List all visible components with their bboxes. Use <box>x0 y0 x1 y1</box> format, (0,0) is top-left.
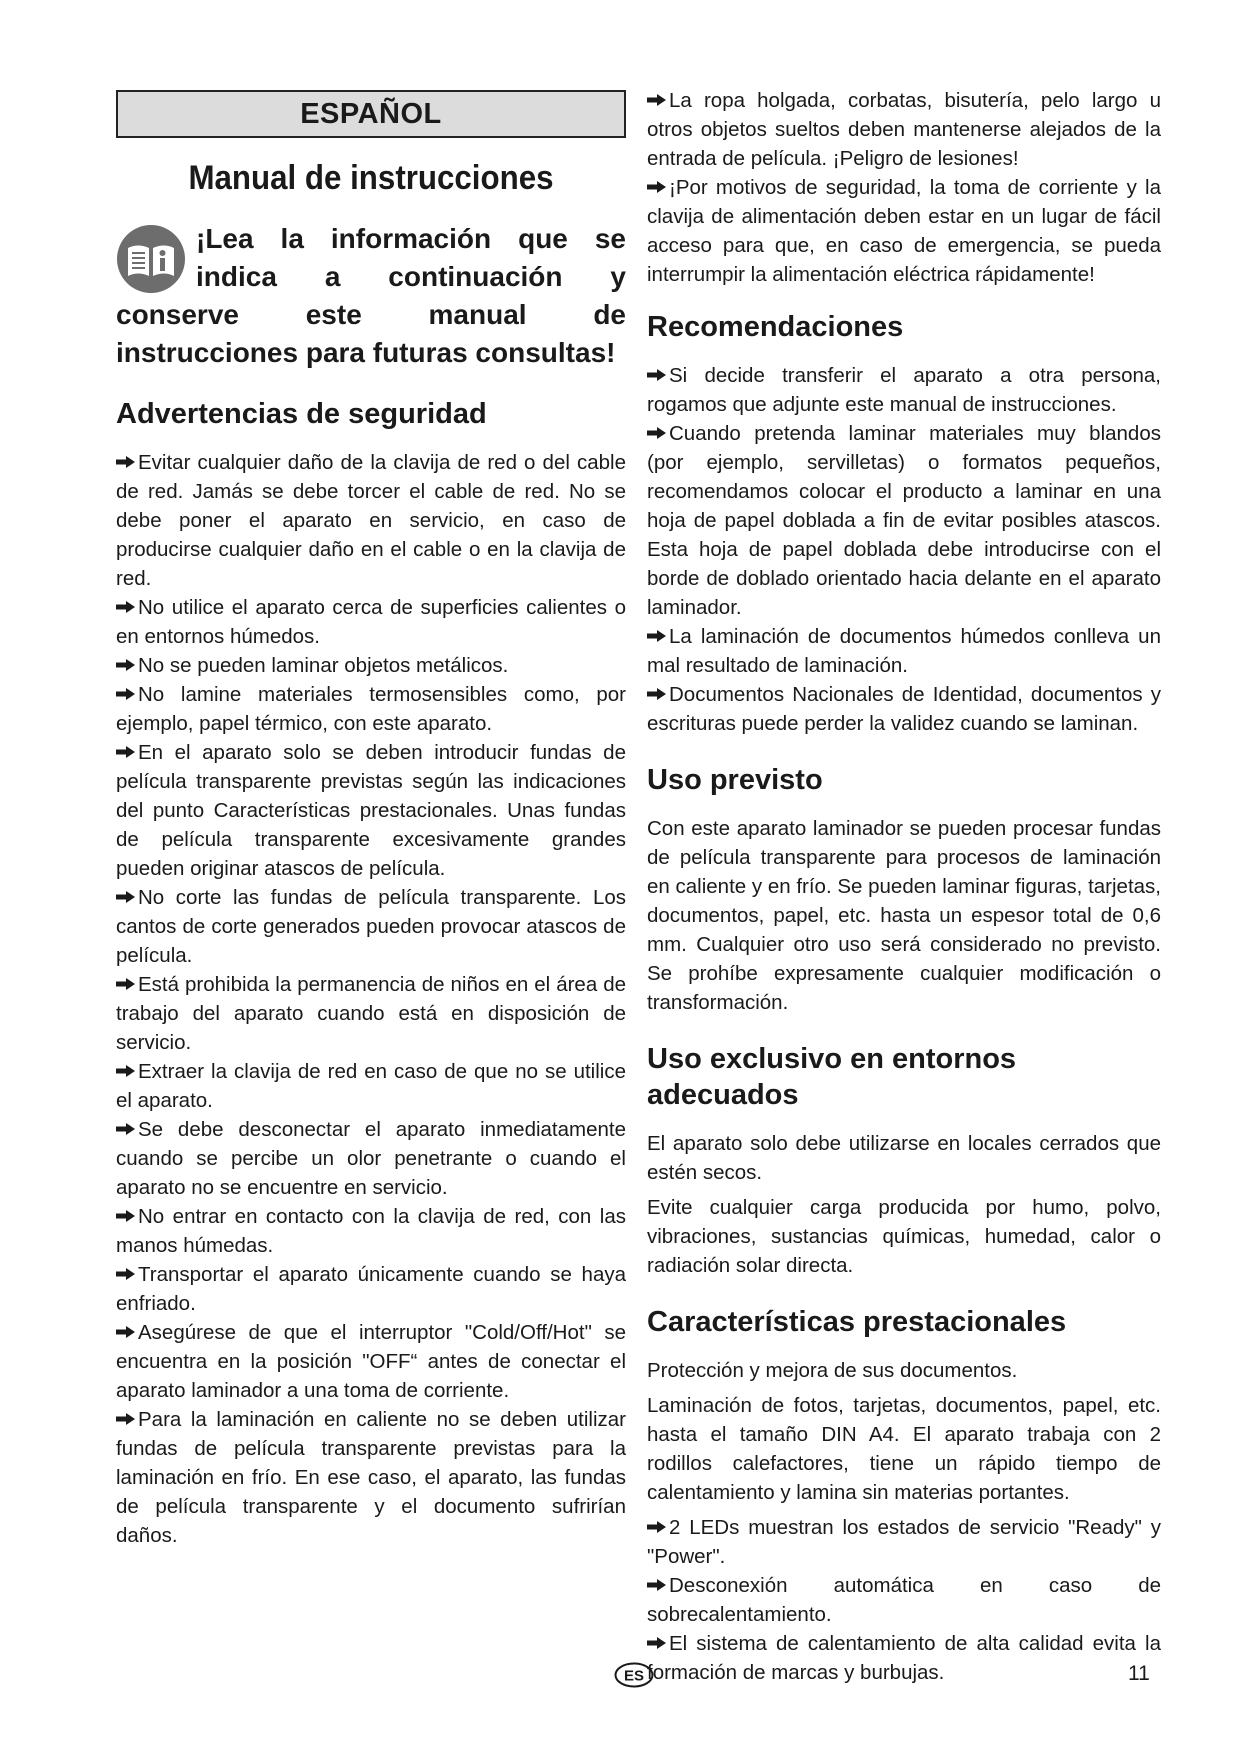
language-code: ES <box>623 1667 645 1685</box>
list-item: No corte las fundas de película transparente. Los cantos de corte generados pueden provocar atascos de película. <box>116 886 626 967</box>
arrow-right-icon <box>647 94 666 106</box>
arrow-right-icon <box>647 369 666 381</box>
list-item: ¡Por motivos de seguridad, la toma de corriente y la clavija de alimentación deben estar en un lugar de fácil acceso para que, en caso de emergencia, se pueda interrumpir la alimentación eléctrica rápidamente! <box>647 176 1161 286</box>
list-item: Transportar el aparato únicamente cuando se haya enfriado. <box>116 1263 626 1315</box>
list-item: Evitar cualquier daño de la clavija de red o del cable de red. Jamás se debe torcer el cable de red. No se debe poner el aparato en servicio, en caso de producirse cualquier daño en el cable o en la clavija de red. <box>116 451 626 590</box>
arrow-right-icon <box>116 1210 135 1222</box>
arrow-right-icon <box>116 1268 135 1280</box>
arrow-right-icon <box>116 456 135 468</box>
list-item: En el aparato solo se deben introducir fundas de película transparente previstas según las indicaciones del punto Características prestacionales. Unas fundas de película transparente excesivamente grandes pueden originar atascos de película. <box>116 741 626 880</box>
read-instructions-notice <box>116 220 626 372</box>
list-item: Extraer la clavija de red en caso de que no se utilice el aparato. <box>116 1060 626 1112</box>
arrow-right-icon <box>647 427 666 439</box>
list-item: Si decide transferir el aparato a otra persona, rogamos que adjunte este manual de instrucciones. <box>647 364 1161 416</box>
left-column <box>116 90 626 1550</box>
notice-text: ¡Lea la información que se indica a continuación y conserve este manual de instrucciones para futuras consultas! <box>116 223 626 368</box>
list-item: Asegúrese de que el interruptor "Cold/Off/Hot" se encuentra en la posición "OFF“ antes de conectar el aparato laminador a una toma de corriente. <box>116 1321 626 1402</box>
page-number: 11 <box>1128 1662 1150 1685</box>
arrow-right-icon <box>116 891 135 903</box>
arrow-right-icon <box>116 1123 135 1135</box>
list-item: 2 LEDs muestran los estados de servicio "Ready" y "Power". <box>647 1516 1161 1568</box>
environment-paragraph: El aparato solo debe utilizarse en locales cerrados que estén secos. <box>647 1132 1161 1184</box>
list-item: Para la laminación en caliente no se deben utilizar fundas de película transparente previstas para la laminación en frío. En ese caso, el aparato, las fundas de película transparente y el documento sufrirían daños. <box>116 1408 626 1547</box>
list-item: Documentos Nacionales de Identidad, documentos y escrituras puede perder la validez cuando se laminan. <box>647 683 1161 735</box>
list-item: No lamine materiales termosensibles como, por ejemplo, papel térmico, con este aparato. <box>116 683 626 735</box>
list-item: No entrar en contacto con la clavija de red, con las manos húmedas. <box>116 1205 626 1257</box>
list-item: Se debe desconectar el aparato inmediatamente cuando se percibe un olor penetrante o cuando el aparato no se encuentre en servicio. <box>116 1118 626 1199</box>
safety-heading: Advertencias de seguridad <box>116 398 487 430</box>
features-paragraph: Protección y mejora de sus documentos. <box>647 1359 1018 1382</box>
list-item: Cuando pretenda laminar materiales muy blandos (por ejemplo, servilletas) o formatos pequeños, recomendamos colocar el producto a laminar en una hoja de papel doblada a fin de evitar posibles atascos. Esta hoja de papel doblada debe introducirse con el borde de doblado orientado hacia delante en el aparato laminador. <box>647 422 1161 619</box>
intended-use-text: Con este aparato laminador se pueden procesar fundas de película transparente para procesos de laminación en caliente y en frío. Se pueden laminar figuras, tarjetas, documentos, papel, etc. hasta un espesor total de 0,6 mm. Cualquier otro uso será considerado no previsto. Se prohíbe expresamente cualquier modificación o transformación. <box>647 817 1161 1014</box>
page-title: Manual de instrucciones <box>188 159 554 197</box>
language-header: ESPAÑOL <box>116 90 626 138</box>
language-code-badge <box>614 1662 654 1688</box>
arrow-right-icon <box>647 1579 666 1591</box>
arrow-right-icon <box>116 978 135 990</box>
list-item: La laminación de documentos húmedos conlleva un mal resultado de laminación. <box>647 625 1161 677</box>
features-heading: Características prestacionales <box>647 1306 1067 1338</box>
intended-use-heading: Uso previsto <box>647 764 823 796</box>
arrow-right-icon <box>116 659 135 671</box>
arrow-right-icon <box>647 1521 666 1533</box>
list-item: Desconexión automática en caso de sobrecalentamiento. <box>647 1574 1161 1626</box>
arrow-right-icon <box>647 630 666 642</box>
arrow-right-icon <box>647 181 666 193</box>
arrow-right-icon <box>116 1326 135 1338</box>
arrow-right-icon <box>647 1637 666 1649</box>
arrow-right-icon <box>647 688 666 700</box>
features-paragraph: Laminación de fotos, tarjetas, documentos, papel, etc. hasta el tamaño DIN A4. El aparato trabaja con 2 rodillos calefactores, tiene un rápido tiempo de calentamiento y lamina sin materias portantes. <box>647 1394 1161 1504</box>
list-item: La ropa holgada, corbatas, bisutería, pelo largo u otros objetos sueltos deben mantenerse alejados de la entrada de película. ¡Peligro de lesiones! <box>647 89 1161 170</box>
list-item: No utilice el aparato cerca de superficies calientes o en entornos húmedos. <box>116 596 626 648</box>
arrow-right-icon <box>116 601 135 613</box>
list-item: No se pueden laminar objetos metálicos. <box>116 651 626 680</box>
list-item: El sistema de calentamiento de alta calidad evita la formación de marcas y burbujas. <box>647 1632 1161 1684</box>
arrow-right-icon <box>116 688 135 700</box>
recommendations-heading: Recomendaciones <box>647 311 904 343</box>
right-column <box>647 86 1161 1687</box>
environment-heading: Uso exclusivo en entornos adecuados <box>647 1043 1017 1111</box>
arrow-right-icon <box>116 746 135 758</box>
info-book-icon <box>116 224 186 294</box>
environment-paragraph: Evite cualquier carga producida por humo, polvo, vibraciones, sustancias químicas, humedad, calor o radiación solar directa. <box>647 1196 1161 1277</box>
arrow-right-icon <box>116 1413 135 1425</box>
arrow-right-icon <box>116 1065 135 1077</box>
list-item: Está prohibida la permanencia de niños en el área de trabajo del aparato cuando está en disposición de servicio. <box>116 973 626 1054</box>
